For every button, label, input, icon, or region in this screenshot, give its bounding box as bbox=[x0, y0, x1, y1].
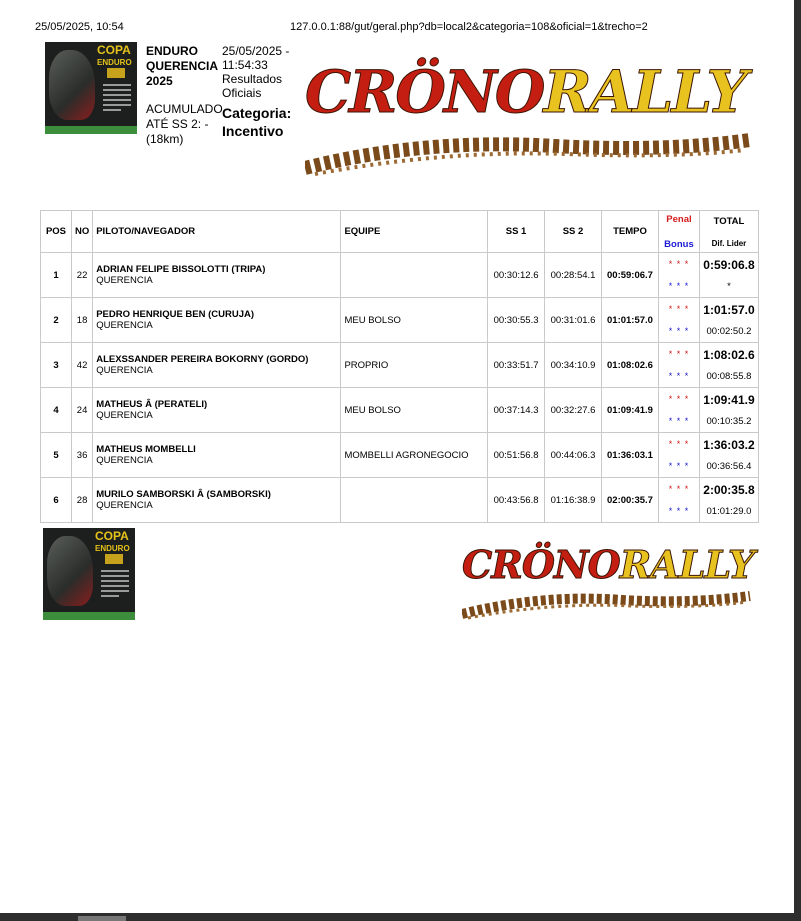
cell-penal-bonus bbox=[658, 298, 699, 343]
event-name-line3: 2025 bbox=[146, 74, 173, 88]
poster-rider-image bbox=[49, 50, 95, 120]
results-table bbox=[40, 210, 759, 523]
header-pos: POS bbox=[41, 211, 72, 253]
dif-lider-value: 01:01:29.0 bbox=[706, 506, 752, 517]
accumulated-line2: ATÉ SS 2: - bbox=[146, 117, 209, 131]
header-piloto: PILOTO/NAVEGADOR bbox=[93, 211, 341, 253]
logo-text-yellow: RALLY bbox=[543, 58, 746, 126]
cell-pos: 5 bbox=[41, 433, 72, 478]
cell-no: 42 bbox=[71, 343, 92, 388]
tire-track-icon bbox=[305, 128, 755, 178]
cell-piloto bbox=[93, 298, 341, 343]
date-line3: Resultados bbox=[222, 72, 283, 86]
bonus-value: * * * bbox=[668, 506, 690, 516]
piloto-city: QUERENCIA bbox=[96, 275, 153, 286]
penal-value: * * * bbox=[668, 394, 690, 404]
print-datetime: 25/05/2025, 10:54 bbox=[35, 21, 124, 33]
event-poster-bottom bbox=[43, 528, 135, 620]
cell-ss1: 00:30:12.6 bbox=[488, 253, 545, 298]
cell-no: 24 bbox=[71, 388, 92, 433]
header-ss1: SS 1 bbox=[488, 211, 545, 253]
category-label: Categoria: bbox=[222, 105, 292, 121]
tire-track-icon bbox=[462, 588, 754, 620]
dif-lider-value: 00:10:35.2 bbox=[706, 416, 752, 427]
dif-lider-value: * bbox=[727, 281, 731, 292]
cell-ss2: 01:16:38.9 bbox=[545, 478, 602, 523]
viewer-bottom-tab[interactable] bbox=[78, 916, 126, 921]
logo-text-red: CRÖNO bbox=[462, 542, 620, 587]
cell-ss2: 00:44:06.3 bbox=[545, 433, 602, 478]
total-value: 1:09:41.9 bbox=[703, 393, 755, 407]
total-value: 1:01:57.0 bbox=[703, 303, 755, 317]
date-line1: 25/05/2025 - bbox=[222, 44, 290, 58]
cell-equipe: MEU BOLSO bbox=[341, 298, 488, 343]
total-value: 0:59:06.8 bbox=[703, 258, 755, 272]
accumulated-line1: ACUMULADO bbox=[146, 102, 223, 116]
bonus-value: * * * bbox=[668, 371, 690, 381]
cell-equipe: MOMBELLI AGRONEGOCIO bbox=[341, 433, 488, 478]
header-ss2: SS 2 bbox=[545, 211, 602, 253]
event-name-line1: ENDURO bbox=[146, 44, 199, 58]
piloto-name: MURILO SAMBORSKI Â (SAMBORSKI) bbox=[96, 489, 271, 500]
cell-tempo: 01:36:03.1 bbox=[602, 433, 659, 478]
total-value: 2:00:35.8 bbox=[703, 483, 755, 497]
cell-penal-bonus bbox=[658, 388, 699, 433]
logo-wordmark bbox=[305, 58, 746, 126]
bonus-value: * * * bbox=[668, 326, 690, 336]
poster-text-lines bbox=[103, 84, 131, 114]
header-bonus: Bonus bbox=[664, 238, 694, 250]
event-name bbox=[146, 44, 219, 89]
poster-title-line1: COPA bbox=[95, 529, 129, 543]
event-poster-top bbox=[45, 42, 137, 134]
header-no: NO bbox=[71, 211, 92, 253]
header-penal-bonus bbox=[658, 211, 699, 253]
poster-text-lines bbox=[101, 570, 129, 600]
cell-penal-bonus bbox=[658, 253, 699, 298]
cell-no: 36 bbox=[71, 433, 92, 478]
bonus-value: * * * bbox=[668, 416, 690, 426]
piloto-name: PEDRO HENRIQUE BEN (CURUJA) bbox=[96, 309, 255, 320]
cell-total bbox=[699, 253, 758, 298]
cell-ss2: 00:34:10.9 bbox=[545, 343, 602, 388]
poster-sponsor-strip bbox=[45, 126, 137, 134]
accumulated-info bbox=[146, 102, 223, 147]
date-line2: 11:54:33 bbox=[222, 58, 268, 72]
cell-tempo: 01:09:41.9 bbox=[602, 388, 659, 433]
cell-tempo: 02:00:35.7 bbox=[602, 478, 659, 523]
poster-title bbox=[97, 45, 132, 68]
header-penal: Penal bbox=[666, 213, 692, 225]
bonus-value: * * * bbox=[668, 281, 690, 291]
poster-title-line1: COPA bbox=[97, 43, 131, 57]
dif-lider-value: 00:36:56.4 bbox=[706, 461, 752, 472]
cell-total bbox=[699, 478, 758, 523]
header-total-label: TOTAL bbox=[713, 215, 745, 227]
cell-piloto bbox=[93, 433, 341, 478]
cell-ss1: 00:37:14.3 bbox=[488, 388, 545, 433]
table-row bbox=[41, 298, 759, 343]
logo-wordmark bbox=[462, 542, 754, 587]
cell-pos: 3 bbox=[41, 343, 72, 388]
header-equipe: EQUIPE bbox=[341, 211, 488, 253]
piloto-name: MATHEUS MOMBELLI bbox=[96, 444, 196, 455]
logo-text-yellow: RALLY bbox=[619, 542, 754, 587]
category bbox=[222, 104, 302, 140]
viewer-right-edge bbox=[794, 0, 801, 913]
cell-equipe: MEU BOLSO bbox=[341, 388, 488, 433]
cell-no: 28 bbox=[71, 478, 92, 523]
cell-equipe bbox=[341, 478, 488, 523]
header-dif-lider: Dif. Lider bbox=[711, 238, 747, 248]
table-header-row bbox=[41, 211, 759, 253]
piloto-city: QUERENCIA bbox=[96, 365, 153, 376]
cell-tempo: 00:59:06.7 bbox=[602, 253, 659, 298]
table-row bbox=[41, 253, 759, 298]
date-line4: Oficiais bbox=[222, 86, 262, 100]
cell-total bbox=[699, 343, 758, 388]
cell-no: 22 bbox=[71, 253, 92, 298]
cell-ss1: 00:30:55.3 bbox=[488, 298, 545, 343]
cell-tempo: 01:08:02.6 bbox=[602, 343, 659, 388]
cronorally-logo-bottom bbox=[462, 542, 754, 620]
cell-pos: 4 bbox=[41, 388, 72, 433]
header-tempo: TEMPO bbox=[602, 211, 659, 253]
cell-pos: 2 bbox=[41, 298, 72, 343]
cell-ss2: 00:28:54.1 bbox=[545, 253, 602, 298]
table-row bbox=[41, 343, 759, 388]
cell-ss1: 00:33:51.7 bbox=[488, 343, 545, 388]
cell-piloto bbox=[93, 388, 341, 433]
piloto-city: QUERENCIA bbox=[96, 320, 153, 331]
penal-value: * * * bbox=[668, 259, 690, 269]
total-value: 1:08:02.6 bbox=[703, 348, 755, 362]
table-row bbox=[41, 433, 759, 478]
logo-text-red: CRÖNO bbox=[305, 58, 544, 126]
penal-value: * * * bbox=[668, 484, 690, 494]
cell-tempo: 01:01:57.0 bbox=[602, 298, 659, 343]
cell-ss2: 00:31:01.6 bbox=[545, 298, 602, 343]
cell-total bbox=[699, 388, 758, 433]
cell-ss1: 00:43:56.8 bbox=[488, 478, 545, 523]
cell-penal-bonus bbox=[658, 343, 699, 388]
cell-pos: 1 bbox=[41, 253, 72, 298]
poster-title-line2: ENDURO bbox=[97, 58, 132, 67]
piloto-name: ADRIAN FELIPE BISSOLOTTI (TRIPA) bbox=[96, 264, 266, 275]
cell-piloto bbox=[93, 478, 341, 523]
piloto-city: QUERENCIA bbox=[96, 455, 153, 466]
cell-ss1: 00:51:56.8 bbox=[488, 433, 545, 478]
penal-value: * * * bbox=[668, 349, 690, 359]
cell-piloto bbox=[93, 343, 341, 388]
piloto-city: QUERENCIA bbox=[96, 500, 153, 511]
penal-value: * * * bbox=[668, 304, 690, 314]
piloto-city: QUERENCIA bbox=[96, 410, 153, 421]
dif-lider-value: 00:08:55.8 bbox=[706, 371, 752, 382]
poster-title bbox=[95, 531, 130, 554]
accumulated-line3: (18km) bbox=[146, 132, 184, 146]
table-row bbox=[41, 388, 759, 433]
cell-equipe bbox=[341, 253, 488, 298]
total-value: 1:36:03.2 bbox=[703, 438, 755, 452]
cell-pos: 6 bbox=[41, 478, 72, 523]
result-datetime bbox=[222, 44, 292, 100]
cell-penal-bonus bbox=[658, 433, 699, 478]
table-row bbox=[41, 478, 759, 523]
bonus-value: * * * bbox=[668, 461, 690, 471]
poster-title-line2: ENDURO bbox=[95, 544, 130, 553]
cell-piloto bbox=[93, 253, 341, 298]
print-url: 127.0.0.1:88/gut/geral.php?db=local2&categoria=108&oficial=1&trecho=2 bbox=[290, 21, 648, 33]
cell-penal-bonus bbox=[658, 478, 699, 523]
poster-accent bbox=[105, 554, 123, 564]
header-total bbox=[699, 211, 758, 253]
piloto-name: ALEXSSANDER PEREIRA BOKORNY (GORDO) bbox=[96, 354, 309, 365]
cell-total bbox=[699, 298, 758, 343]
poster-sponsor-strip bbox=[43, 612, 135, 620]
cell-equipe: PROPRIO bbox=[341, 343, 488, 388]
cronorally-logo-top bbox=[305, 58, 755, 176]
event-name-line2: QUERENCIA bbox=[146, 59, 219, 73]
cell-no: 18 bbox=[71, 298, 92, 343]
penal-value: * * * bbox=[668, 439, 690, 449]
poster-rider-image bbox=[47, 536, 93, 606]
cell-ss2: 00:32:27.6 bbox=[545, 388, 602, 433]
poster-accent bbox=[107, 68, 125, 78]
dif-lider-value: 00:02:50.2 bbox=[706, 326, 752, 337]
category-value: Incentivo bbox=[222, 123, 284, 139]
piloto-name: MATHEUS Â (PERATELI) bbox=[96, 399, 208, 410]
cell-total bbox=[699, 433, 758, 478]
